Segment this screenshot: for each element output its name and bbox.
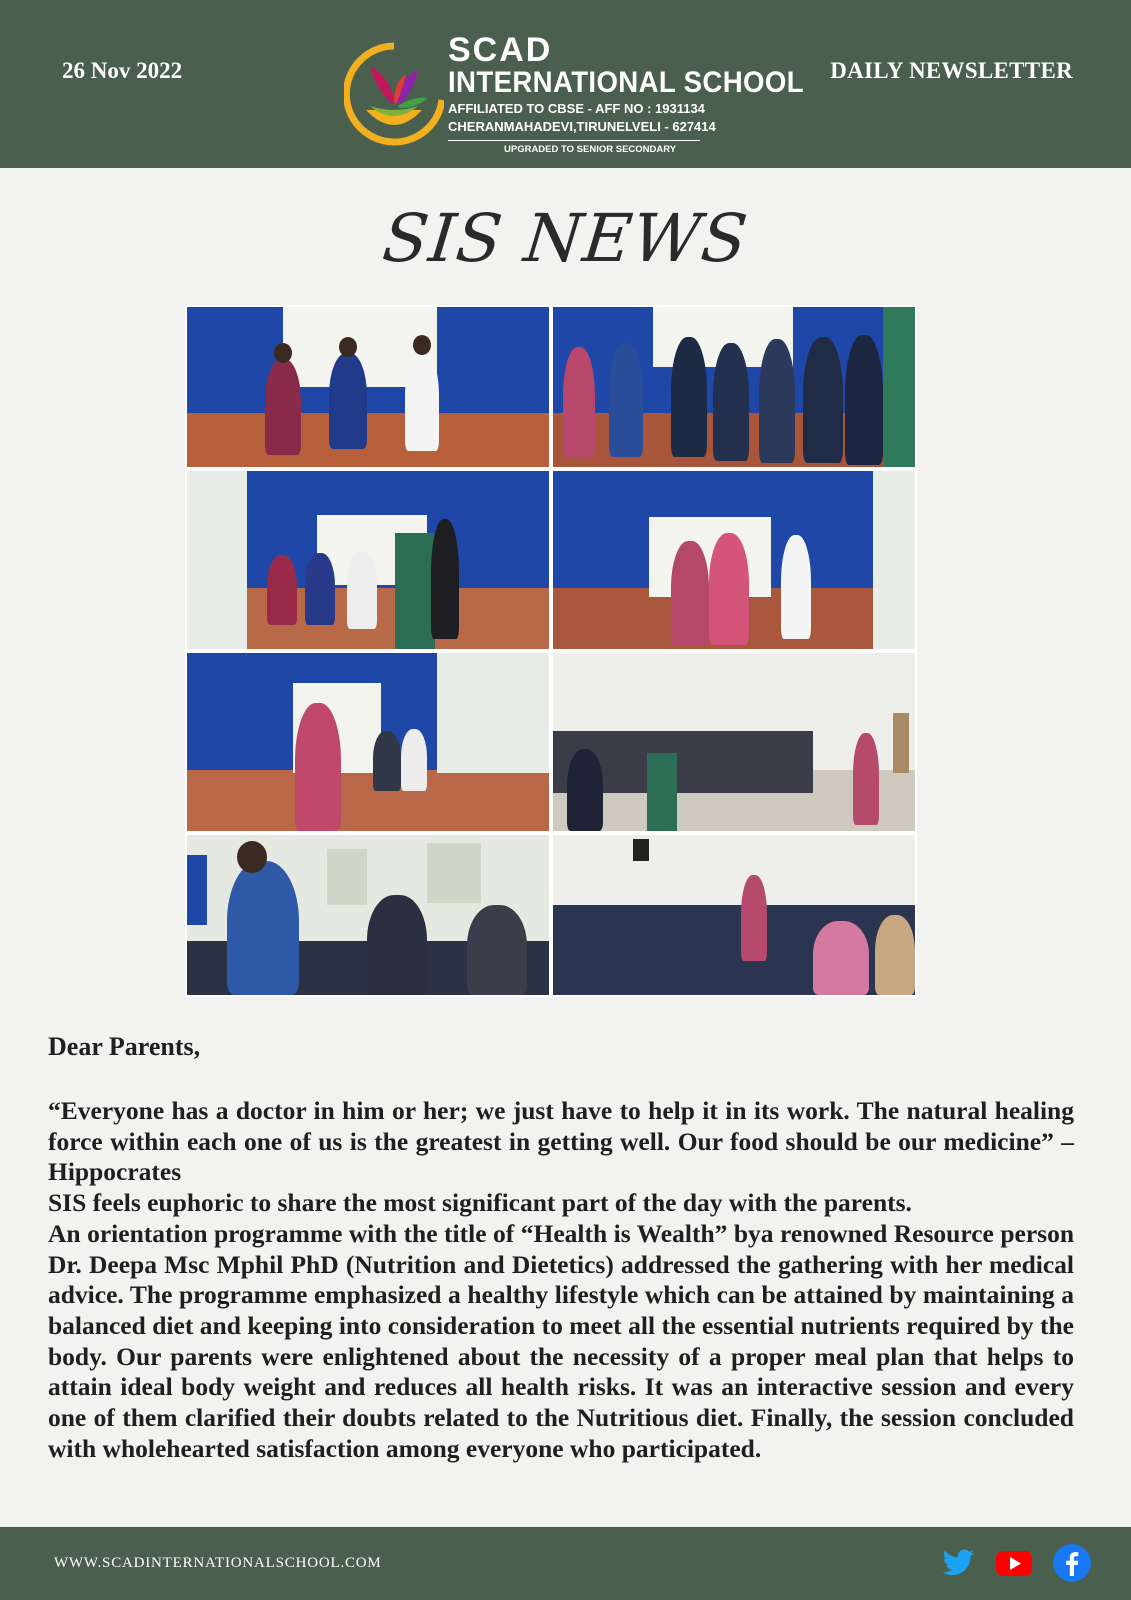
school-logo (344, 31, 804, 155)
interaction-photo (187, 835, 549, 995)
logo-affiliation: AFFILIATED TO CBSE - AFF NO : 1931134 (448, 101, 705, 116)
logo-address: CHERANMAHADEVI,TIRUNELVELI - 627414 (448, 119, 716, 134)
youtube-icon[interactable] (994, 1543, 1034, 1583)
facebook-icon[interactable] (1052, 1543, 1092, 1583)
website-link[interactable]: WWW.SCADINTERNATIONALSCHOOL.COM (54, 1555, 382, 1571)
school-emblem-icon (344, 40, 444, 148)
photo-collage (185, 305, 917, 997)
logo-upgraded: UPGRADED TO SENIOR SECONDARY (504, 144, 677, 155)
logo-school-name: INTERNATIONAL SCHOOL (448, 66, 804, 99)
newsletter-date: 26 Nov 2022 (62, 58, 183, 83)
honouring-guest-photo (553, 471, 915, 649)
hall-audience-photo (553, 653, 915, 831)
hippocrates-quote: “Everyone has a doctor in him or her; we just have to help it in its work. The natural healing force within each one of us is the greatest in getting well. Our food should be our medicine” – Hippocrates (48, 1096, 1074, 1187)
page-title: SIS NEWS (379, 200, 752, 277)
podium-photo (187, 471, 549, 649)
newsletter-body (48, 1032, 1074, 1464)
event-paragraph: An orientation programme with the title of “Health is Wealth” bya renowned Resource person Dr. Deepa Msc Mphil PhD (Nutrition and Dietetics) addressed the gathering with her medical advice. The programme emphasized a healthy lifestyle which can be attained by maintaining a balanced diet and keeping into consideration to meet all the essential nutrients required by the body. Our parents were enlightened about the necessity of a proper meal plan that helps to attain ideal body weight and reduces all health risks. It was an interactive session and every one of them clarified their doubts related to the Nutritious diet. Finally, the session concluded with wholehearted satisfaction among everyone who participated. (48, 1218, 1074, 1463)
header-bar (0, 0, 1131, 168)
speaker-stage-photo (187, 653, 549, 831)
footer-bar (0, 1527, 1131, 1600)
logo-brand: SCAD (448, 31, 553, 69)
students-welcome-photo (553, 307, 915, 467)
twitter-icon[interactable] (938, 1543, 978, 1583)
stage-guests-photo (187, 307, 549, 467)
newsletter-label: DAILY NEWSLETTER (830, 58, 1073, 83)
logo-divider (448, 140, 700, 141)
salutation: Dear Parents, (48, 1032, 201, 1061)
article-text (48, 1096, 1074, 1464)
intro-paragraph: SIS feels euphoric to share the most significant part of the day with the parents. (48, 1188, 912, 1218)
parents-audience-photo (553, 835, 915, 995)
